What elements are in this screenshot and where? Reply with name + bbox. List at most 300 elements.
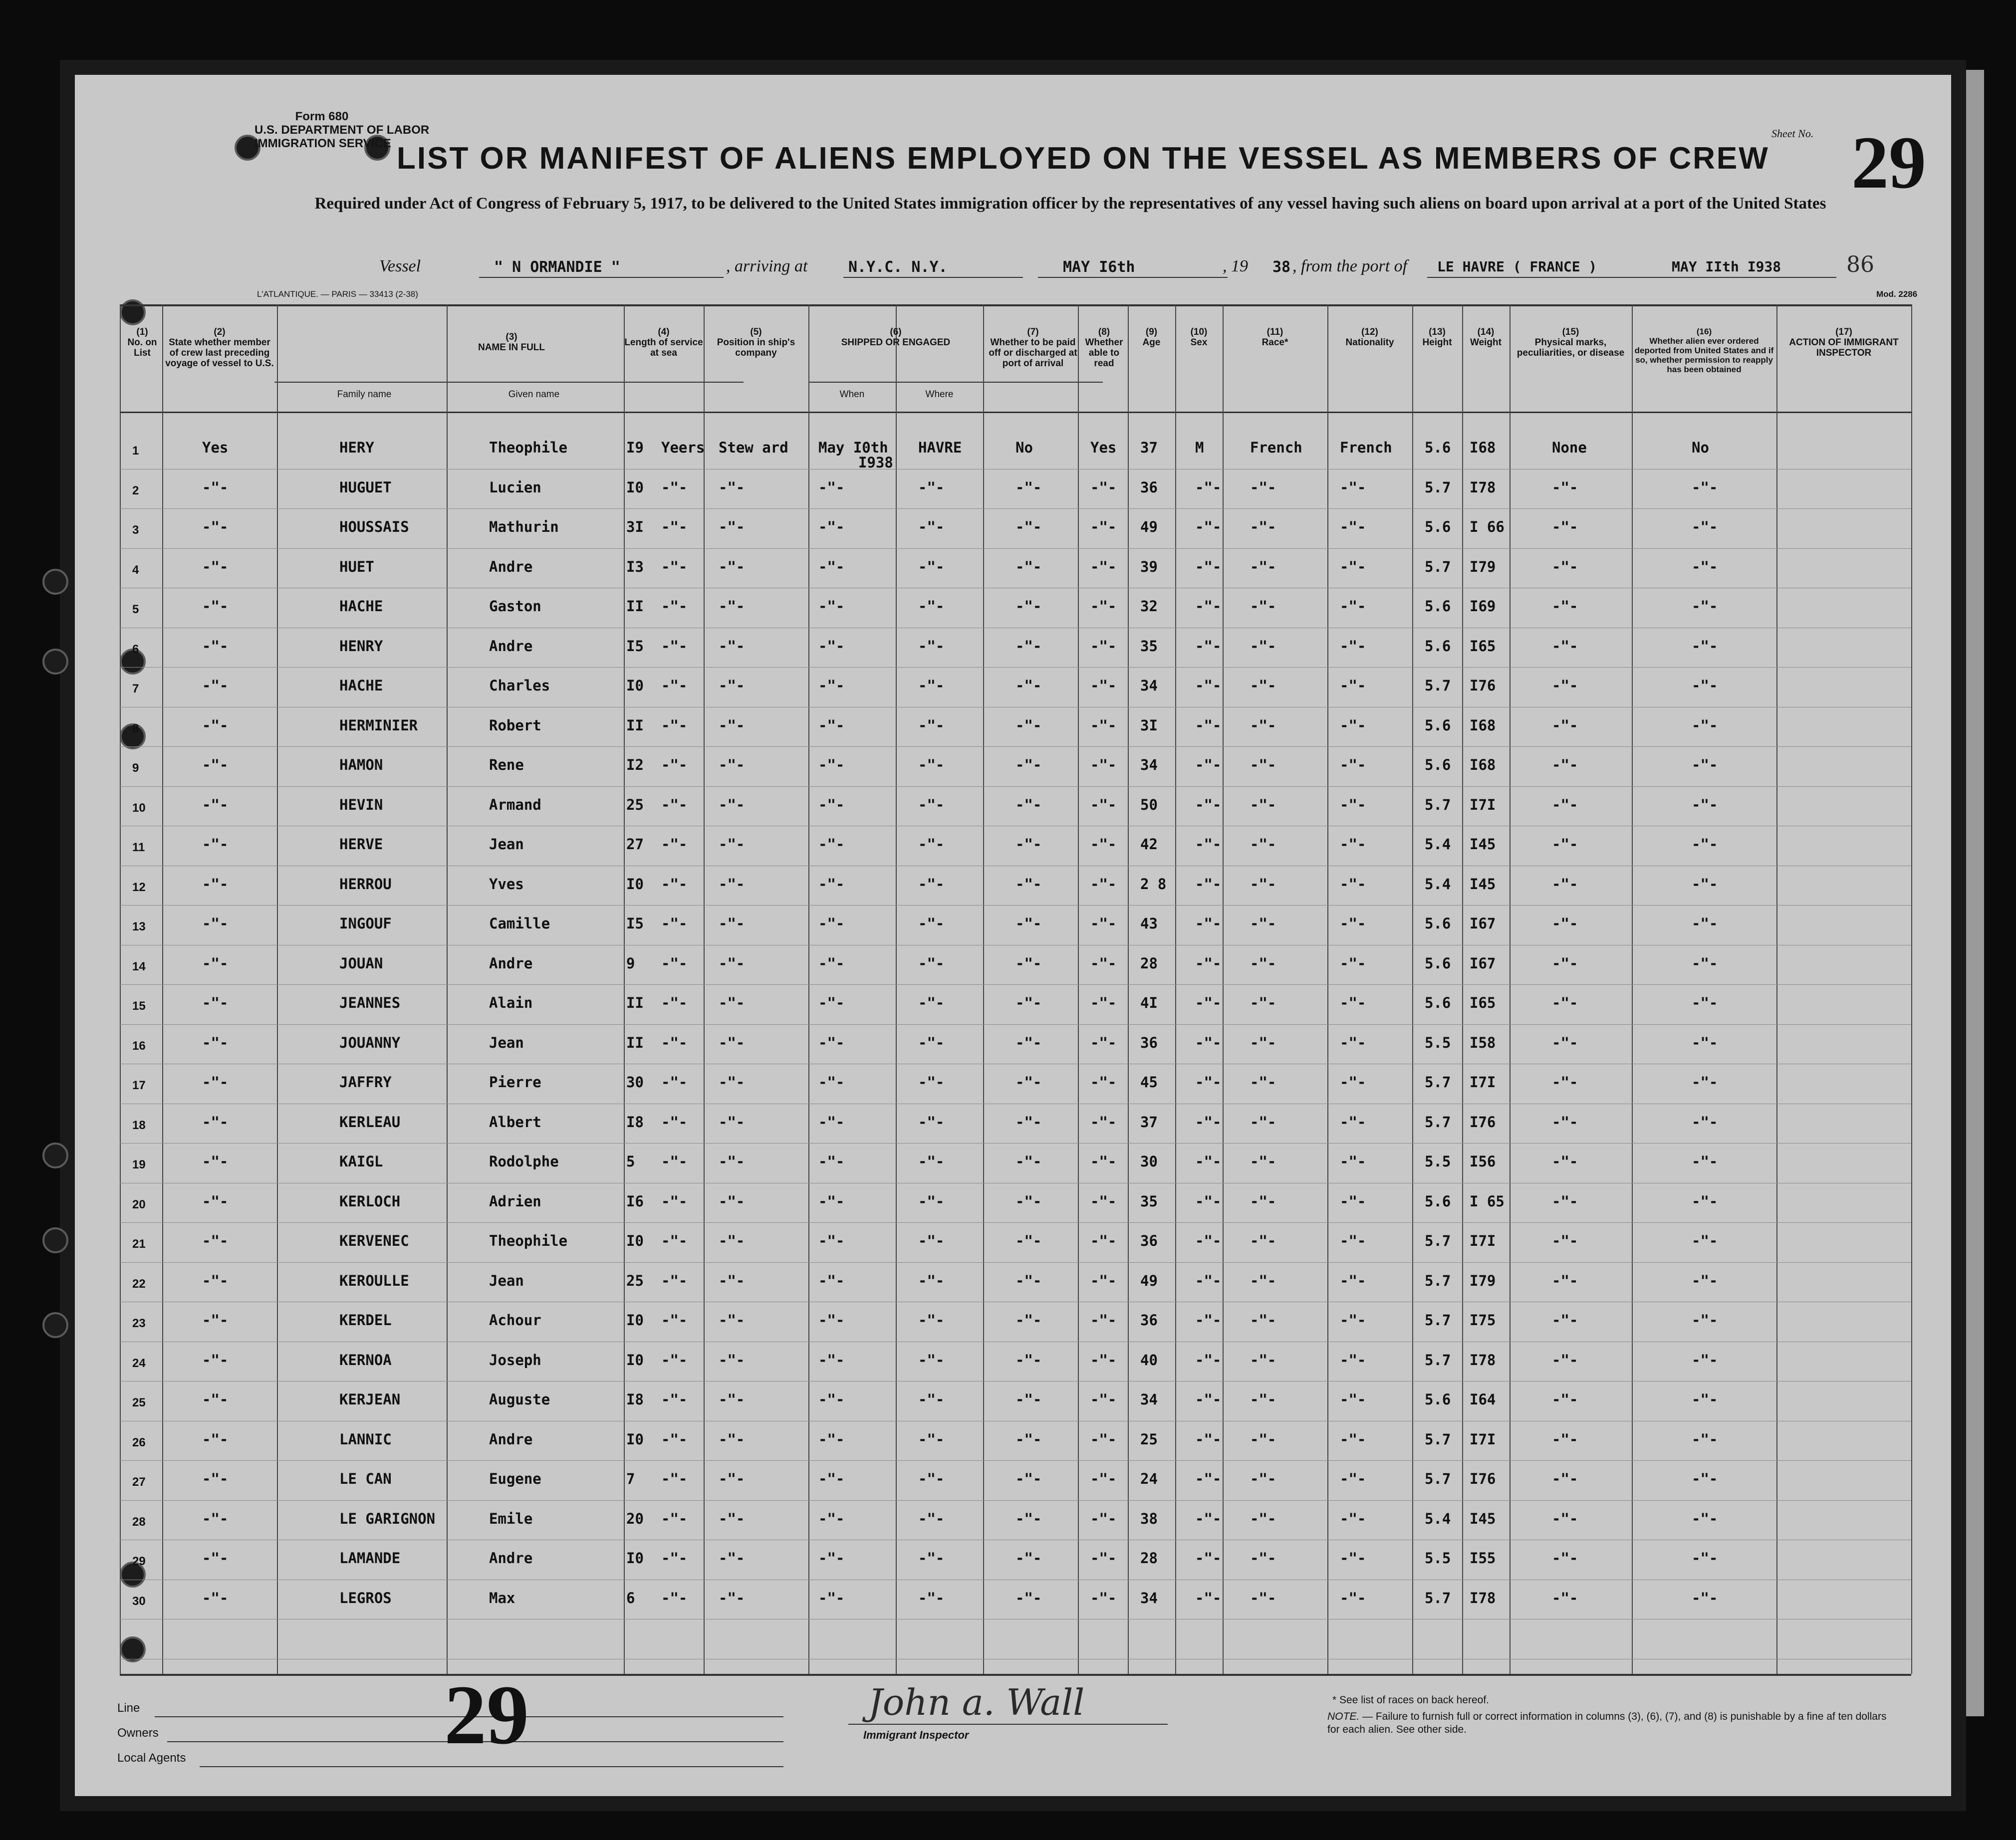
nationality-cell: -"- (1340, 1312, 1366, 1329)
shipped-where-cell: -"- (918, 558, 945, 575)
shipped-when-cell: -"- (818, 716, 845, 734)
prev-voyage-cell: -"- (202, 836, 229, 853)
position-cell: -"- (719, 756, 745, 773)
row-number: 20 (132, 1197, 146, 1211)
position-cell: -"- (719, 1589, 745, 1607)
fine-note (1327, 1710, 1901, 1736)
paid-off-cell: No (1015, 439, 1033, 456)
page-title: LIST OR MANIFEST OF ALIENS EMPLOYED ON THE VESSEL AS MEMBERS OF CREW (397, 141, 1769, 176)
row-number: 28 (132, 1515, 146, 1529)
shipped-when-cell: -"- (818, 1351, 845, 1369)
sex-cell: -"- (1195, 1232, 1222, 1249)
deported-cell: -"- (1692, 1550, 1718, 1567)
weight-cell: I 65 (1470, 1192, 1505, 1210)
row-number: 18 (132, 1118, 146, 1132)
paid-off-cell: -"- (1015, 558, 1042, 575)
prev-voyage-cell: -"- (202, 994, 229, 1011)
row-number: 16 (132, 1039, 146, 1053)
shipped-where-cell: -"- (918, 1192, 945, 1210)
paid-off-cell: -"- (1015, 478, 1042, 496)
age-cell: 28 (1140, 954, 1158, 972)
shipped-where-cell: -"- (918, 994, 945, 1011)
shipped-when-cell: -"- (818, 994, 845, 1011)
given-name-cell: Jean (489, 1272, 524, 1289)
deported-cell: -"- (1692, 1192, 1718, 1210)
service-length-cell: I0 (626, 1232, 644, 1249)
paid-off-cell: -"- (1015, 1232, 1042, 1249)
shipped-when-cell: -"- (818, 1430, 845, 1448)
physical-marks-cell: -"- (1552, 1272, 1578, 1289)
race-cell: -"- (1250, 1430, 1276, 1448)
shipped-where-cell: -"- (918, 1272, 945, 1289)
shipped-when-cell: -"- (818, 478, 845, 496)
weight-cell: I64 (1470, 1391, 1496, 1408)
family-name-cell: HACHE (339, 598, 383, 615)
service-length-cell: II (626, 1034, 644, 1051)
sex-cell: -"- (1195, 756, 1222, 773)
height-cell: 5.6 (1425, 637, 1451, 655)
race-cell: -"- (1250, 598, 1276, 615)
paid-off-cell: -"- (1015, 1430, 1042, 1448)
shipped-where-cell: -"- (918, 756, 945, 773)
row-number: 7 (132, 682, 139, 695)
paid-off-cell: -"- (1015, 756, 1042, 773)
family-name-cell: HOUSSAIS (339, 518, 409, 535)
family-name-cell: KERNOA (339, 1351, 392, 1369)
prev-voyage-cell: -"- (202, 558, 229, 575)
nationality-cell: -"- (1340, 598, 1366, 615)
sex-cell: -"- (1195, 915, 1222, 932)
col-header-6: (6) SHIPPED OR ENGAGED (841, 327, 951, 348)
height-cell: 5.7 (1425, 1232, 1451, 1249)
sex-cell: -"- (1195, 598, 1222, 615)
physical-marks-cell: -"- (1552, 677, 1578, 694)
weight-cell: I79 (1470, 558, 1496, 575)
physical-marks-cell: -"- (1552, 875, 1578, 893)
physical-marks-cell: -"- (1552, 1153, 1578, 1170)
position-cell: -"- (719, 1074, 745, 1091)
column-rule (277, 304, 278, 1674)
height-cell: 5.6 (1425, 756, 1451, 773)
weight-cell: I76 (1470, 677, 1496, 694)
arriving-underline (843, 277, 1023, 278)
prev-voyage-cell: -"- (202, 1272, 229, 1289)
binder-hole (42, 1227, 68, 1253)
column-rule (896, 304, 897, 1674)
col-header-5: (5) Position in ship's company (717, 327, 795, 358)
column-rule (1412, 304, 1413, 1674)
vessel-underline (479, 277, 724, 278)
physical-marks-cell: -"- (1552, 1113, 1578, 1131)
service-unit-cell: -"- (661, 1034, 688, 1051)
shipped-when-cell: -"- (818, 1391, 845, 1408)
physical-marks-cell: -"- (1552, 836, 1578, 853)
sex-cell: -"- (1195, 796, 1222, 813)
service-unit-cell: Yeers (661, 439, 705, 456)
service-length-cell: II (626, 994, 644, 1011)
position-cell: -"- (719, 478, 745, 496)
position-cell: -"- (719, 716, 745, 734)
service-length-cell: 7 (626, 1470, 635, 1487)
service-length-cell: II (626, 598, 644, 615)
sex-cell: -"- (1195, 1192, 1222, 1210)
subheader-where: Where (925, 389, 954, 400)
prev-voyage-cell: -"- (202, 1391, 229, 1408)
col-header-1: (1) No. on List (127, 327, 157, 358)
height-cell: 5.7 (1425, 1589, 1451, 1607)
age-cell: 49 (1140, 1272, 1158, 1289)
column-rule (704, 304, 705, 1674)
vessel-label: Vessel (379, 257, 421, 275)
family-name-cell: HERY (339, 439, 374, 456)
nationality-cell: -"- (1340, 716, 1366, 734)
shipped-where-cell: -"- (918, 598, 945, 615)
shipped-when-cell: -"- (818, 1312, 845, 1329)
paid-off-cell: -"- (1015, 1589, 1042, 1607)
race-cell: -"- (1250, 558, 1276, 575)
given-name-cell: Andre (489, 558, 533, 575)
paid-off-cell: -"- (1015, 716, 1042, 734)
prev-voyage-cell: -"- (202, 716, 229, 734)
row-rule (120, 1262, 1911, 1263)
able-to-read-cell: -"- (1090, 954, 1117, 972)
nationality-cell: -"- (1340, 1510, 1366, 1527)
height-cell: 5.6 (1425, 954, 1451, 972)
service-unit-cell: -"- (661, 1391, 688, 1408)
service-unit-cell: -"- (661, 1113, 688, 1131)
physical-marks-cell: -"- (1552, 1074, 1578, 1091)
deported-cell: -"- (1692, 836, 1718, 853)
row-rule (120, 1024, 1911, 1025)
physical-marks-cell: -"- (1552, 598, 1578, 615)
family-name-cell: HERROU (339, 875, 392, 893)
given-name-cell: Andre (489, 1550, 533, 1567)
physical-marks-cell: -"- (1552, 716, 1578, 734)
given-name-cell: Andre (489, 954, 533, 972)
family-name-cell: JOUAN (339, 954, 383, 972)
shipped-when-cell: -"- (818, 1153, 845, 1170)
given-name-cell: Eugene (489, 1470, 541, 1487)
age-cell: 34 (1140, 677, 1158, 694)
service-length-cell: 9 (626, 954, 635, 972)
paid-off-cell: -"- (1015, 1034, 1042, 1051)
sex-cell: -"- (1195, 1113, 1222, 1131)
race-cell: -"- (1250, 1232, 1276, 1249)
column-rule (120, 304, 121, 1674)
row-number: 26 (132, 1435, 146, 1449)
prev-voyage-cell: -"- (202, 598, 229, 615)
family-name-cell: LE CAN (339, 1470, 392, 1487)
height-cell: 5.7 (1425, 677, 1451, 694)
height-cell: 5.6 (1425, 915, 1451, 932)
binder-hole (42, 1143, 68, 1168)
height-cell: 5.4 (1425, 1510, 1451, 1527)
deported-cell: -"- (1692, 1510, 1718, 1527)
given-name-cell: Theophile (489, 439, 568, 456)
shipped-when-cell: -"- (818, 836, 845, 853)
able-to-read-cell: -"- (1090, 1153, 1117, 1170)
shipped-when-cell: -"- (818, 756, 845, 773)
weight-cell: I7I (1470, 796, 1496, 813)
paid-off-cell: -"- (1015, 1312, 1042, 1329)
physical-marks-cell: -"- (1552, 1312, 1578, 1329)
family-name-cell: LAMANDE (339, 1550, 401, 1567)
nationality-cell: -"- (1340, 1589, 1366, 1607)
given-name-cell: Camille (489, 915, 550, 932)
physical-marks-cell: -"- (1552, 994, 1578, 1011)
given-name-cell: Alain (489, 994, 533, 1011)
row-number: 30 (132, 1594, 146, 1608)
position-cell: -"- (719, 677, 745, 694)
given-name-cell: Auguste (489, 1391, 550, 1408)
paid-off-cell: -"- (1015, 994, 1042, 1011)
service-unit-cell: -"- (661, 915, 688, 932)
shipped-where-cell: -"- (918, 915, 945, 932)
service-unit-cell: -"- (661, 598, 688, 615)
note-label: NOTE. (1327, 1711, 1360, 1722)
paid-off-cell: -"- (1015, 915, 1042, 932)
column-rule (447, 304, 448, 1674)
shipped-when-cell: -"- (818, 954, 845, 972)
line-label: Line (117, 1701, 140, 1715)
service-unit-cell: -"- (661, 1589, 688, 1607)
sex-cell: -"- (1195, 1470, 1222, 1487)
nationality-cell: -"- (1340, 518, 1366, 535)
family-name-cell: HUGUET (339, 478, 392, 496)
family-name-cell: JOUANNY (339, 1034, 401, 1051)
service-unit-cell: -"- (661, 716, 688, 734)
deported-cell: -"- (1692, 1312, 1718, 1329)
agents-underline (200, 1766, 783, 1767)
port-underline (1427, 277, 1836, 278)
row-rule (120, 1222, 1911, 1223)
prev-voyage-cell: -"- (202, 1192, 229, 1210)
height-cell: 5.6 (1425, 994, 1451, 1011)
height-cell: 5.7 (1425, 1113, 1451, 1131)
given-name-cell: Max (489, 1589, 515, 1607)
service-length-cell: I3 (626, 558, 644, 575)
note-text: — Failure to furnish full or correct information in columns (3), (6), (7), and (8) is punishable by a fine af ten dollars for each alien. See other side. (1327, 1711, 1887, 1735)
shipped-where-cell: -"- (918, 1034, 945, 1051)
col-header-11: (11) Race* (1261, 327, 1288, 348)
position-cell: -"- (719, 1153, 745, 1170)
column-rule (1776, 304, 1777, 1674)
deported-cell: -"- (1692, 1232, 1718, 1249)
position-cell: -"- (719, 994, 745, 1011)
paid-off-cell: -"- (1015, 1192, 1042, 1210)
race-cell: -"- (1250, 1510, 1276, 1527)
sex-cell: -"- (1195, 558, 1222, 575)
row-number: 24 (132, 1356, 146, 1370)
age-cell: 36 (1140, 1034, 1158, 1051)
deported-cell: -"- (1692, 598, 1718, 615)
form-number: Form 680 (295, 110, 349, 123)
shipped-where-cell: -"- (918, 1470, 945, 1487)
age-cell: 37 (1140, 1113, 1158, 1131)
weight-cell: I7I (1470, 1074, 1496, 1091)
able-to-read-cell: -"- (1090, 1074, 1117, 1091)
sex-cell: -"- (1195, 478, 1222, 496)
table-bottom-rule (120, 1674, 1911, 1676)
row-number: 12 (132, 880, 146, 894)
shipped-where-cell: -"- (918, 1550, 945, 1567)
deported-cell: -"- (1692, 558, 1718, 575)
col-header-8: (8) Whether able to read (1085, 327, 1123, 369)
sex-cell: -"- (1195, 637, 1222, 655)
able-to-read-cell: -"- (1090, 1192, 1117, 1210)
able-to-read-cell: -"- (1090, 1351, 1117, 1369)
position-cell: -"- (719, 598, 745, 615)
weight-cell: I65 (1470, 994, 1496, 1011)
row-number: 25 (132, 1396, 146, 1409)
service-unit-cell: -"- (661, 677, 688, 694)
given-name-cell: Mathurin (489, 518, 559, 535)
able-to-read-cell: -"- (1090, 1510, 1117, 1527)
col-header-9: (9) Age (1142, 327, 1161, 348)
service-unit-cell: -"- (661, 518, 688, 535)
arriving-port: N.Y.C. N.Y. (848, 258, 948, 276)
age-cell: 34 (1140, 1391, 1158, 1408)
row-number: 27 (132, 1475, 146, 1489)
service-unit-cell: -"- (661, 954, 688, 972)
row-number: 13 (132, 920, 146, 933)
service-unit-cell: -"- (661, 836, 688, 853)
position-cell: -"- (719, 1351, 745, 1369)
service-length-cell: I2 (626, 756, 644, 773)
nationality-cell: -"- (1340, 1470, 1366, 1487)
age-cell: 34 (1140, 1589, 1158, 1607)
age-cell: 32 (1140, 598, 1158, 615)
inspector-label: Immigrant Inspector (863, 1729, 969, 1741)
position-cell: -"- (719, 1192, 745, 1210)
sex-cell: -"- (1195, 836, 1222, 853)
prev-voyage-cell: -"- (202, 637, 229, 655)
department-name: U.S. DEPARTMENT OF LABOR (254, 123, 430, 137)
name-split-rule (274, 382, 744, 383)
race-cell: -"- (1250, 1272, 1276, 1289)
prev-voyage-cell: -"- (202, 875, 229, 893)
col-header-17: (17) ACTION OF IMMIGRANT INSPECTOR (1789, 327, 1899, 358)
able-to-read-cell: -"- (1090, 637, 1117, 655)
shipped-when-cell: -"- (818, 1192, 845, 1210)
age-cell: 36 (1140, 1232, 1158, 1249)
row-rule (120, 667, 1911, 668)
race-cell: -"- (1250, 1391, 1276, 1408)
age-cell: 42 (1140, 836, 1158, 853)
age-cell: 35 (1140, 1192, 1158, 1210)
age-cell: 30 (1140, 1153, 1158, 1170)
prev-voyage-cell: -"- (202, 1312, 229, 1329)
age-cell: 34 (1140, 756, 1158, 773)
family-name-cell: HENRY (339, 637, 383, 655)
row-rule (120, 984, 1911, 985)
row-rule (120, 1143, 1911, 1144)
weight-cell: I55 (1470, 1550, 1496, 1567)
weight-cell: I78 (1470, 1589, 1496, 1607)
arriving-label: , arriving at (726, 257, 808, 275)
row-number: 29 (132, 1555, 146, 1568)
weight-cell: I58 (1470, 1034, 1496, 1051)
position-cell: -"- (719, 558, 745, 575)
service-length-cell: 5 (626, 1153, 635, 1170)
sheet-number-stamp: 29 (1851, 121, 1926, 204)
column-rule (1911, 304, 1912, 1674)
prev-voyage-cell: -"- (202, 1351, 229, 1369)
row-number: 8 (132, 721, 139, 735)
race-cell: French (1250, 439, 1302, 456)
able-to-read-cell: -"- (1090, 1312, 1117, 1329)
position-cell: -"- (719, 1113, 745, 1131)
given-name-cell: Charles (489, 677, 550, 694)
deported-cell: No (1692, 439, 1709, 456)
agents-label: Local Agents (117, 1751, 186, 1765)
service-unit-cell: -"- (661, 1153, 688, 1170)
race-cell: -"- (1250, 478, 1276, 496)
vessel-line (379, 257, 421, 276)
shipped-when-cell: -"- (818, 598, 845, 615)
able-to-read-cell: -"- (1090, 875, 1117, 893)
physical-marks-cell: -"- (1552, 1391, 1578, 1408)
able-to-read-cell: Yes (1090, 439, 1117, 456)
shipped-where-cell: -"- (918, 1153, 945, 1170)
service-length-cell: I0 (626, 875, 644, 893)
weight-cell: I79 (1470, 1272, 1496, 1289)
shipped-when-cell: May I0th (818, 439, 888, 456)
shipped-where-cell: -"- (918, 716, 945, 734)
shipped-where-cell: -"- (918, 954, 945, 972)
family-name-cell: HERVE (339, 836, 383, 853)
position-cell: -"- (719, 1034, 745, 1051)
height-cell: 5.7 (1425, 558, 1451, 575)
position-cell: -"- (719, 1550, 745, 1567)
nationality-cell: -"- (1340, 1550, 1366, 1567)
printer-mark: L'ATLANTIQUE. — PARIS — 33413 (2-38) (257, 289, 418, 299)
shipped-when-cell: -"- (818, 518, 845, 535)
sex-cell: -"- (1195, 1272, 1222, 1289)
family-name-cell: KEROULLE (339, 1272, 409, 1289)
height-cell: 5.7 (1425, 1351, 1451, 1369)
service-length-cell: 30 (626, 1074, 644, 1091)
prev-voyage-cell: -"- (202, 1510, 229, 1527)
race-cell: -"- (1250, 1034, 1276, 1051)
able-to-read-cell: -"- (1090, 1550, 1117, 1567)
shipped-when-cell: -"- (818, 1232, 845, 1249)
prev-voyage-cell: Yes (202, 439, 229, 456)
given-name-cell: Gaston (489, 598, 541, 615)
binder-hole (42, 649, 68, 675)
given-name-cell: Andre (489, 637, 533, 655)
nationality-cell: -"- (1340, 1153, 1366, 1170)
family-name-cell: KERLOCH (339, 1192, 401, 1210)
shipped-when-cell: -"- (818, 1074, 845, 1091)
weight-cell: I76 (1470, 1470, 1496, 1487)
col-header-4: (4) Length of service at sea (624, 327, 703, 358)
physical-marks-cell: -"- (1552, 1550, 1578, 1567)
shipped-where-cell: -"- (918, 637, 945, 655)
signature-underline (848, 1724, 1168, 1725)
row-number: 4 (132, 563, 139, 577)
sex-cell: -"- (1195, 1430, 1222, 1448)
weight-cell: I56 (1470, 1153, 1496, 1170)
prev-voyage-cell: -"- (202, 954, 229, 972)
age-cell: 3I (1140, 716, 1158, 734)
races-note: * See list of races on back hereof. (1332, 1694, 1490, 1706)
col-header-2: (2) State whether member of crew last preceding voyage of vessel to U.S. (165, 327, 274, 369)
prev-voyage-cell: -"- (202, 1470, 229, 1487)
family-name-cell: LE GARIGNON (339, 1510, 436, 1527)
row-number: 11 (132, 841, 145, 854)
nationality-cell: -"- (1340, 677, 1366, 694)
